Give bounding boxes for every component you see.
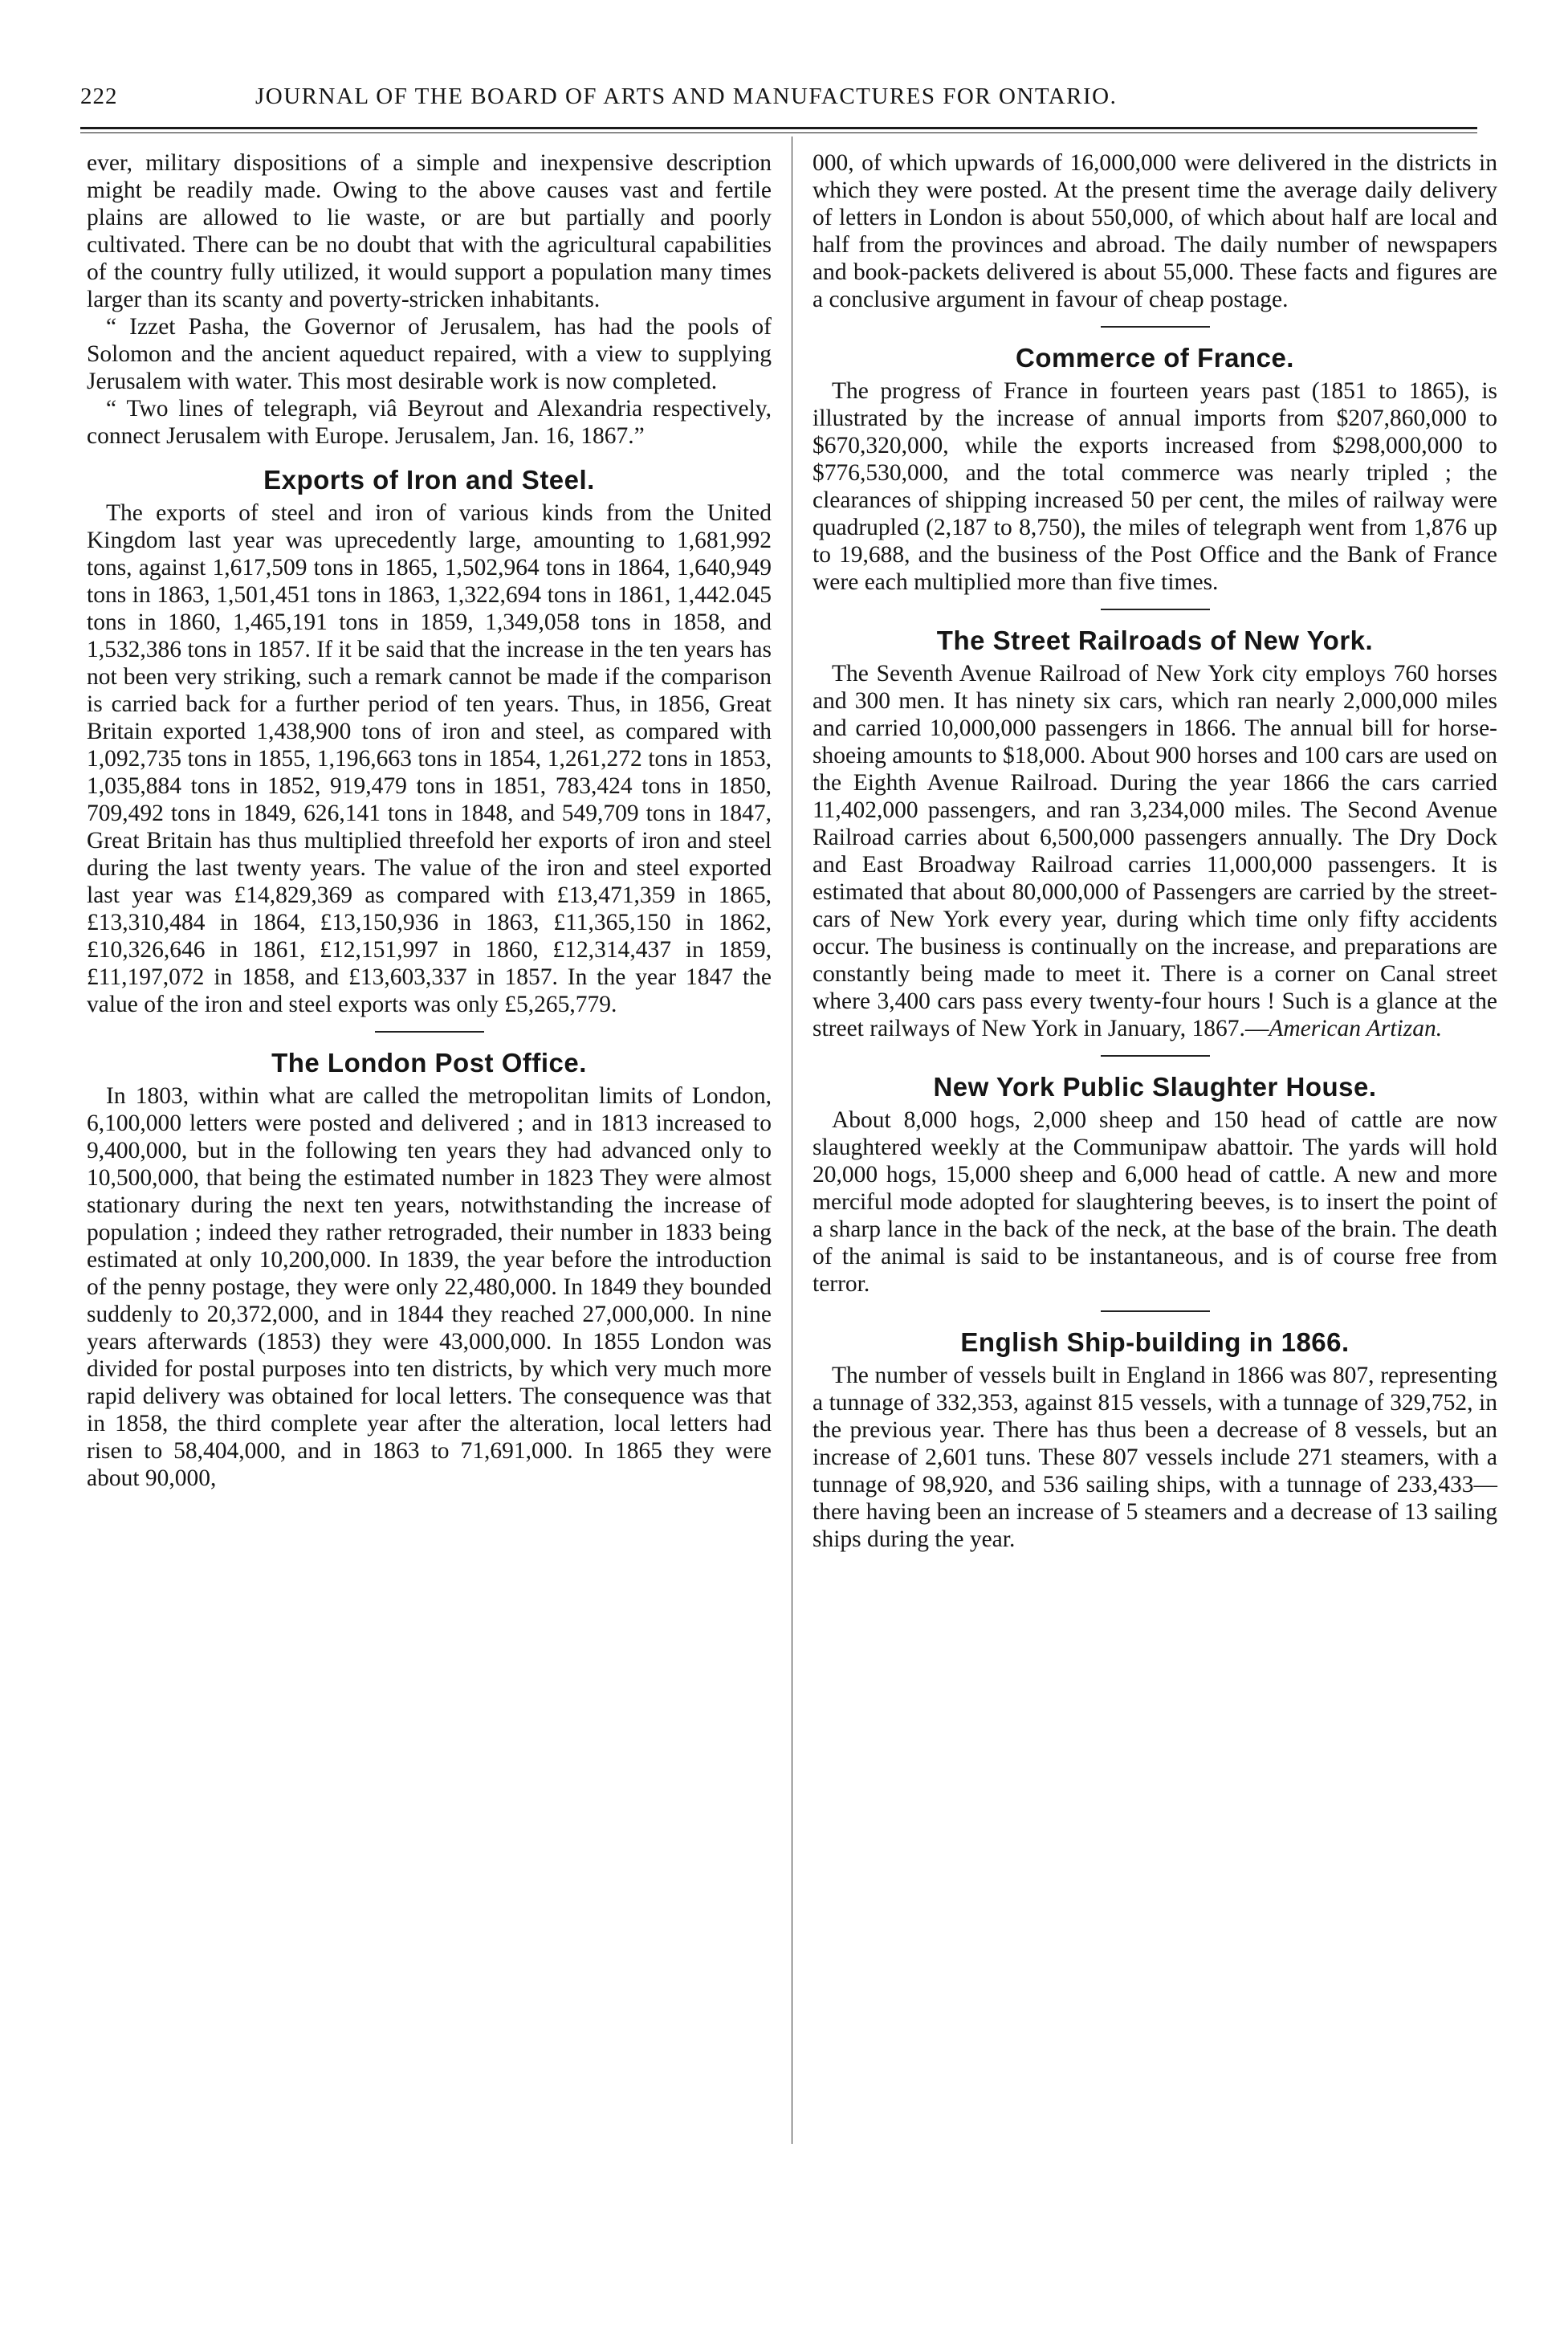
header-rule-thin — [80, 132, 1477, 133]
article-paragraph: “ Two lines of telegraph, viâ Beyrout and Alexandria respectively, connect Jerusalem with Europe. Jerusalem, Jan. 16, 1867.” — [87, 396, 772, 449]
slaughter-house-heading: New York Public Slaughter House. — [933, 1072, 1377, 1102]
page-number: 222 — [80, 84, 118, 109]
journal-title: JOURNAL OF THE BOARD OF ARTS AND MANUFACTURES FOR ONTARIO. — [255, 84, 1118, 109]
post-office-heading: The London Post Office. — [271, 1048, 587, 1078]
section-separator — [1101, 326, 1210, 328]
left-column — [87, 149, 772, 1492]
railroads-heading: The Street Railroads of New York. — [936, 625, 1374, 655]
right-column — [813, 149, 1497, 1553]
section-separator — [1101, 609, 1210, 610]
section-separator — [1101, 1310, 1210, 1312]
railroads-source: American Artizan. — [1269, 1016, 1443, 1041]
railroads-text: The Seventh Avenue Railroad of New York city employs 760 horses and 300 men. It has ninety six cars, which ran nearly 2,000,000 miles and carried 10,000,000 passengers in 1866. The annual bill for horse-shoeing amounts to $18,000. About 900 horses and 100 cars are used on the Eighth Avenue Railroad. During the year 1866 the cars carried 11,402,000 passengers, and ran 3,234,000 miles. The Second Avenue Railroad carries about 6,500,000 passengers annually. The Dry Dock and East Broadway Railroad carries 11,000,000 passengers. It is estimated that about 80,000,000 of Passengers are carried by the street-cars of New York every year, during which time only fifty accidents occur. The business is continually on the increase, and preparations are constantly being made to meet it. There is a corner on Canal street where 3,400 cars pass every twenty-four hours ! Such is a glance at the street railways of New York in January, 1867.— — [813, 661, 1497, 1041]
section-separator — [1101, 1055, 1210, 1057]
article-paragraph: “ Izzet Pasha, the Governor of Jerusalem, has had the pools of Solomon and the ancient aqueduct repaired, with a view to supplying Jerusalem with water. This most desirable work is now completed. — [87, 314, 772, 394]
exports-heading: Exports of Iron and Steel. — [263, 465, 595, 495]
post-office-continuation: 000, of which upwards of 16,000,000 were delivered in the districts in which they were posted. At the present time the average daily delivery of letters in London is about 550,000, of which about half are local and half from the provinces and abroad. The daily number of newspapers and book-packets delivered is about 55,000. These facts and figures are a conclusive argument in favour of cheap postage. — [813, 150, 1497, 312]
running-head — [80, 84, 1477, 122]
post-office-paragraph: In 1803, within what are called the metropolitan limits of London, 6,100,000 letters were posted and delivered ; and in 1813 increased to 9,400,000, but in the following ten years they had advanced only to 10,500,000, that being the estimated number in 1823 They were almost stationary during the next ten years, notwithstanding the increase of population ; indeed they rather retrograded, their number in 1833 being estimated at only 10,200,000. In 1839, the year before the introduction of the penny postage, they were only 22,480,000. In 1849 they bounded suddenly to 20,372,000, and in 1844 they reached 27,000,000. In nine years afterwards (1853) they were 43,000,000. In 1855 London was divided for postal purposes into ten districts, by which very much more rapid delivery was obtained for local letters. The consequence was that in 1858, the third complete year after the alteration, local letters had risen to 58,404,000, and in 1863 to 71,691,000. In 1865 they were about 90,000, — [87, 1083, 772, 1491]
exports-paragraph: The exports of steel and iron of various kinds from the United Kingdom last year was uprecedently large, amounting to 1,681,992 tons, against 1,617,509 tons in 1865, 1,502,964 tons in 1864, 1,640,949 tons in 1863, 1,501,451 tons in 1863, 1,322,694 tons in 1861, 1,442.045 tons in 1860, 1,465,191 tons in 1859, 1,349,058 tons in 1858, and 1,532,386 tons in 1857. If it be said that the increase in the ten years has not been very striking, such a remark cannot be made if the comparison is carried back for a further period of ten years. Thus, in 1856, Great Britain exported 1,438,900 tons of iron and steel, as compared with 1,092,735 tons in 1855, 1,196,663 tons in 1854, 1,261,272 tons in 1853, 1,035,884 tons in 1852, 919,479 tons in 1851, 783,424 tons in 1850, 709,492 tons in 1849, 626,141 tons in 1848, and 549,709 tons in 1847, Great Britain has thus multiplied threefold her exports of iron and steel during the last twenty years. The value of the iron and steel exported last year was £14,829,369 as compared with £13,471,359 in 1865, £13,310,484 in 1864, £13,150,936 in 1863, £11,365,150 in 1862, £10,326,646 in 1861, £12,151,997 in 1860, £12,314,437 in 1859, £11,197,072 in 1858, and £13,603,337 in 1857. In the year 1847 the value of the iron and steel exports was only £5,265,779. — [87, 500, 772, 1017]
ship-building-heading: English Ship-building in 1866. — [960, 1327, 1350, 1357]
railroads-paragraph — [813, 660, 1497, 1042]
ship-building-paragraph: The number of vessels built in England in 1866 was 807, representing a tunnage of 332,353, against 815 vessels, with a tunnage of 329,752, in the previous year. There has thus been a decrease of 8 vessels, but an increase of 2,601 tuns. These 807 vessels include 271 steamers, with a tunnage of 98,920, and 536 sailing ships, with a tunnage of 233,433—there having been an increase of 5 steamers and a decrease of 13 sailing ships during the year. — [813, 1363, 1497, 1552]
article-paragraph: ever, military dispositions of a simple and inexpensive description might be readily made. Owing to the above causes vast and fertile plains are allowed to lie waste, or are but partially and poorly cultivated. There can be no doubt that with the agricultural capabilities of the country fully utilized, it would support a population many times larger than its scanty and poverty-stricken inhabitants. — [87, 150, 772, 312]
france-heading: Commerce of France. — [1016, 343, 1294, 373]
section-separator — [375, 1031, 484, 1033]
slaughter-house-paragraph: About 8,000 hogs, 2,000 sheep and 150 head of cattle are now slaughtered weekly at the Communipaw abattoir. The yards will hold 20,000 hogs, 15,000 sheep and 6,000 head of cattle. A new and more merciful mode adopted for slaughtering beeves, is to insert the point of a sharp lance in the back of the neck, at the base of the brain. The death of the animal is said to be instantaneous, and is of course free from terror. — [813, 1107, 1497, 1297]
france-paragraph: The progress of France in fourteen years past (1851 to 1865), is illustrated by the increase of annual imports from $207,860,000 to $670,320,000, while the exports increased from $298,000,000 to $776,530,000, and the total commerce was nearly tripled ; the clearances of shipping increased 50 per cent, the miles of railway were quadrupled (2,187 to 8,750), the miles of telegraph went from 1,876 up to 19,688, and the business of the Post Office and the Bank of France were each multiplied more than five times. — [813, 378, 1497, 595]
header-rule — [80, 127, 1477, 129]
